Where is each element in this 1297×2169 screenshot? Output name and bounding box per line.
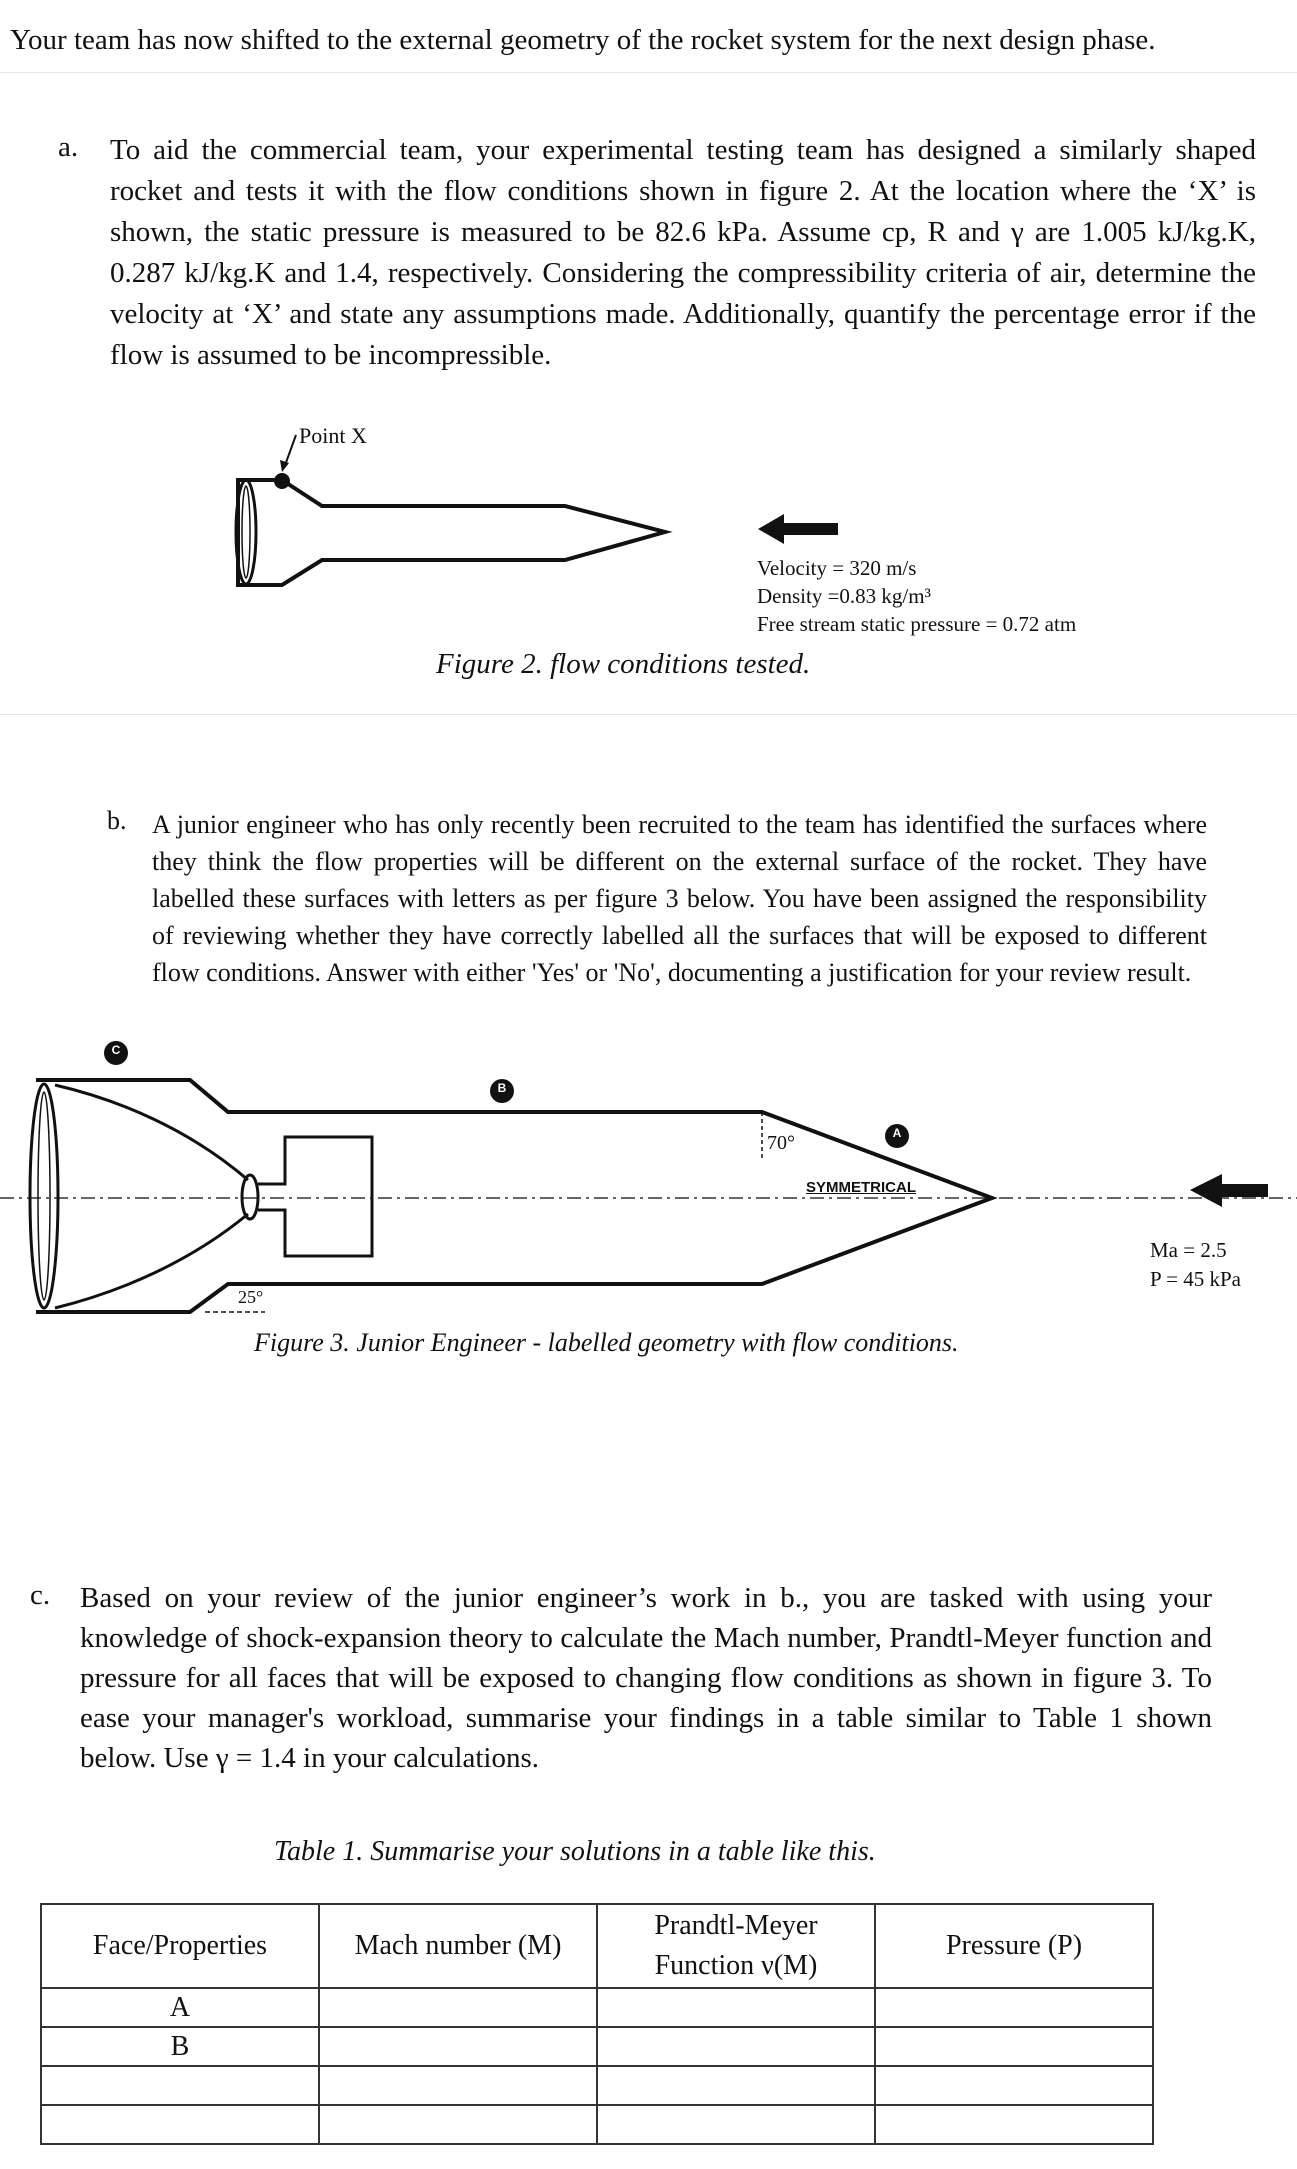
part-a-text: To aid the commercial team, your experimental testing team has designed a similarly shaped rocket and tests it with the flow conditions shown in figure 2. At the location where the ‘X’ is shown, the static pressure is measured to be 82.6 kPa. Assume cp, R and γ are 1.005 kJ/kg.K, 0.287 kJ/kg.K and 1.4, respectively. Considering the compressibility criteria of air, determine the velocity at ‘X’ and state any assumptions made. Additionally, quantify the percentage error if the flow is assumed to be incompressible. (110, 134, 1256, 371)
figure-2-caption: Figure 2. flow conditions tested. (436, 648, 811, 680)
flow-arrow-icon (758, 514, 838, 544)
header-prandtl-line2: Function ν(M) (654, 1950, 818, 1981)
header-mach: Mach number (M) (319, 1904, 597, 1988)
table-cell (875, 2105, 1153, 2144)
tail-angle-label: 25° (238, 1287, 264, 1307)
table-row (41, 2105, 1153, 2144)
table-cell (319, 2027, 597, 2066)
table-cell (875, 1988, 1153, 2027)
density-label: Density =0.83 kg/m³ (757, 584, 931, 608)
nozzle-curve-bottom (55, 1214, 248, 1308)
part-c-marker: c. (30, 1579, 51, 1611)
table-row (41, 2066, 1153, 2105)
table-cell (319, 2066, 597, 2105)
part-a-marker: a. (58, 131, 79, 163)
rocket-outline (238, 480, 665, 585)
table-cell (597, 2066, 875, 2105)
nozzle-curve-top (55, 1085, 248, 1180)
row-face-empty (41, 2066, 319, 2105)
header-pressure: Pressure (P) (875, 1904, 1153, 1988)
table-header-row (41, 1904, 1153, 1988)
nose-angle-label: 70° (767, 1132, 795, 1154)
table-1 (40, 1903, 1154, 2145)
nozzle-ellipse (30, 1084, 58, 1308)
table-1-caption: Table 1. Summarise your solutions in a table like this. (274, 1836, 876, 1867)
point-x-dot (274, 473, 290, 489)
table-cell (597, 2105, 875, 2144)
label-c: C (111, 1043, 121, 1057)
mach-label: Ma = 2.5 (1150, 1238, 1227, 1262)
free-stream-pressure-label: Free stream static pressure = 0.72 atm (757, 612, 1077, 636)
freestream-pressure-label: P = 45 kPa (1150, 1267, 1241, 1291)
header-face: Face/Properties (41, 1904, 319, 1988)
table-cell (319, 2105, 597, 2144)
table-row (41, 1988, 1153, 2027)
combustion-chamber (258, 1137, 372, 1256)
table-cell (597, 2027, 875, 2066)
intro-text: Your team has now shifted to the external geometry of the rocket system for the next design phase. (10, 24, 1156, 56)
part-b-text: A junior engineer who has only recently been recruited to the team has identified the surfaces where they think the flow properties will be different on the external surface of the rocket. They have labelled these surfaces with letters as per figure 3 below. You have been assigned the responsibility of reviewing whether they have correctly labelled all the surfaces that will be exposed to different flow conditions. Answer with either 'Yes' or 'No', documenting a justification for your review result. (152, 810, 1207, 987)
divider (0, 72, 1297, 73)
label-b: B (497, 1081, 507, 1095)
table-cell (875, 2027, 1153, 2066)
point-x-label: Point X (299, 423, 367, 448)
part-c-text: Based on your review of the junior engineer’s work in b., you are tasked with using your knowledge of shock-expansion theory to calculate the Mach number, Prandtl-Meyer function and pressure for all faces that will be exposed to changing flow conditions as shown in figure 3. To ease your manager's workload, summarise your findings in a table similar to Table 1 shown below. Use γ = 1.4 in your calculations. (80, 1582, 1212, 1774)
rocket-outline (36, 1080, 992, 1312)
table-cell (319, 1988, 597, 2027)
figure-3-diagram (0, 1030, 1297, 1360)
velocity-label: Velocity = 320 m/s (757, 556, 917, 580)
header-prandtl-line1: Prandtl-Meyer (654, 1910, 818, 1941)
symmetrical-label: SYMMETRICAL (806, 1179, 916, 1196)
row-face-empty (41, 2105, 319, 2144)
label-a: A (892, 1126, 902, 1140)
table-cell (597, 1988, 875, 2027)
row-face-b: B (41, 2027, 319, 2066)
throat-ellipse (242, 1175, 258, 1219)
nozzle-inner (38, 1092, 50, 1300)
nozzle-inner (242, 486, 250, 578)
divider (0, 714, 1297, 715)
flow-arrow-icon (1190, 1174, 1268, 1207)
row-face-a: A (41, 1988, 319, 2027)
header-prandtl-meyer (597, 1904, 875, 1988)
figure-3-caption: Figure 3. Junior Engineer - labelled geometry with flow conditions. (254, 1328, 959, 1357)
part-b-marker: b. (107, 806, 127, 835)
table-cell (875, 2066, 1153, 2105)
table-row (41, 2027, 1153, 2066)
